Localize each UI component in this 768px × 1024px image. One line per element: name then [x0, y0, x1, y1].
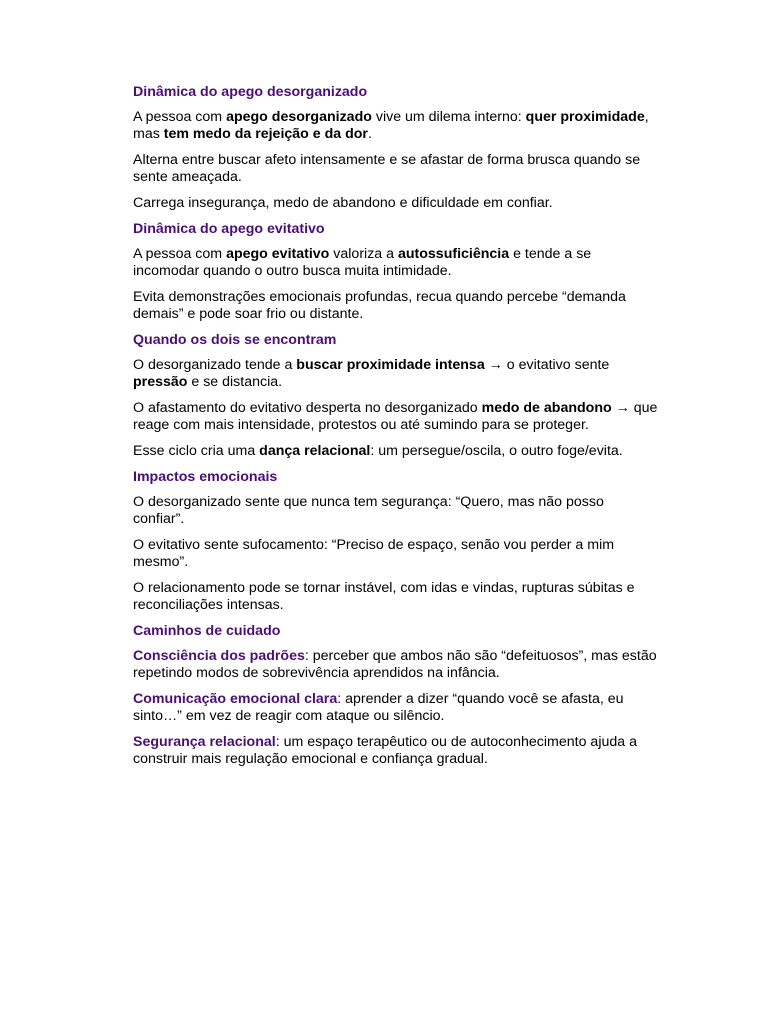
- emphasis-text: quer proximidade: [525, 109, 645, 125]
- paragraph: [133, 109, 673, 143]
- body-text: repetindo modos de sobrevivência aprendidos na infância.: [133, 665, 500, 681]
- section-heading: Quando os dois se encontram: [133, 332, 337, 348]
- body-text: O desorganizado sente que nunca tem segurança: “Quero, mas não posso: [133, 494, 604, 510]
- body-text: sinto…” em vez de reagir com ataque ou silêncio.: [133, 708, 445, 724]
- body-text: valoriza a: [329, 246, 398, 262]
- body-text: Alterna entre buscar afeto intensamente e se afastar de forma brusca quando se: [133, 152, 641, 168]
- section-heading: Caminhos de cuidado: [133, 623, 281, 639]
- paragraph: [133, 400, 673, 434]
- paragraph: [133, 152, 673, 186]
- body-text: O desorganizado tende a: [133, 357, 297, 373]
- paragraph: [133, 691, 673, 725]
- paragraph: [133, 734, 673, 768]
- paragraph: [133, 357, 673, 391]
- emphasis-text: tem medo da rejeição e da dor: [163, 126, 368, 142]
- body-text: vive um dilema interno:: [371, 109, 526, 125]
- body-text: demais” e pode soar frio ou distante.: [133, 306, 364, 322]
- body-text: construir mais regulação emocional e confiança gradual.: [133, 751, 488, 767]
- keyword-label: Comunicação emocional clara: [133, 691, 338, 707]
- paragraph: [133, 443, 673, 460]
- body-text: mesmo”.: [133, 554, 189, 570]
- body-text: : um persegue/oscila, o outro foge/evita.: [370, 443, 623, 459]
- body-text: A pessoa com: [133, 109, 227, 125]
- document-content: [133, 84, 673, 777]
- body-text: mas: [133, 126, 164, 142]
- body-text: O evitativo sente sufocamento: “Preciso de espaço, senão vou perder a mim: [133, 537, 615, 553]
- body-text: .: [367, 126, 372, 142]
- body-text: O afastamento do evitativo desperta no desorganizado: [133, 400, 482, 416]
- emphasis-text: autossuficiência: [397, 246, 510, 262]
- body-text: A pessoa com: [133, 246, 227, 262]
- paragraph: [133, 537, 673, 571]
- emphasis-text: buscar proximidade intensa: [296, 357, 485, 373]
- body-text: e tende a se: [509, 246, 592, 262]
- body-text: incomodar quando o outro busca muita intimidade.: [133, 263, 452, 279]
- emphasis-text: dança relacional: [259, 443, 371, 459]
- section-heading: Dinâmica do apego evitativo: [133, 221, 325, 237]
- emphasis-text: medo de abandono: [481, 400, 612, 416]
- body-text: confiar”.: [133, 511, 185, 527]
- body-text: Carrega insegurança, medo de abandono e dificuldade em confiar.: [133, 195, 553, 211]
- body-text: e se distancia.: [187, 374, 283, 390]
- keyword-label: Segurança relacional: [133, 734, 276, 750]
- paragraph: [133, 289, 673, 323]
- body-text: Esse ciclo cria uma: [133, 443, 260, 459]
- keyword-label: Consciência dos padrões: [133, 648, 305, 664]
- body-text: : perceber que ambos não são “defeituosos”, mas estão: [304, 648, 657, 664]
- body-text: : aprender a dizer “quando você se afasta, eu: [337, 691, 624, 707]
- paragraph: [133, 494, 673, 528]
- body-text: → que: [611, 400, 658, 416]
- section-heading: Impactos emocionais: [133, 469, 278, 485]
- paragraph: [133, 580, 673, 614]
- emphasis-text: pressão: [133, 374, 188, 390]
- paragraph: [133, 246, 673, 280]
- body-text: sente ameaçada.: [133, 169, 242, 185]
- emphasis-text: apego evitativo: [226, 246, 330, 262]
- paragraph: [133, 195, 673, 212]
- body-text: : um espaço terapêutico ou de autoconhecimento ajuda a: [275, 734, 637, 750]
- body-text: → o evitativo sente: [484, 357, 610, 373]
- section-heading: Dinâmica do apego desorganizado: [133, 84, 368, 100]
- body-text: Evita demonstrações emocionais profundas, recua quando percebe “demanda: [133, 289, 626, 305]
- body-text: ,: [644, 109, 649, 125]
- body-text: O relacionamento pode se tornar instável, com idas e vindas, rupturas súbitas e: [133, 580, 635, 596]
- body-text: reconciliações intensas.: [133, 597, 284, 613]
- paragraph: [133, 648, 673, 682]
- emphasis-text: apego desorganizado: [226, 109, 372, 125]
- body-text: reage com mais intensidade, protestos ou até sumindo para se proteger.: [133, 417, 589, 433]
